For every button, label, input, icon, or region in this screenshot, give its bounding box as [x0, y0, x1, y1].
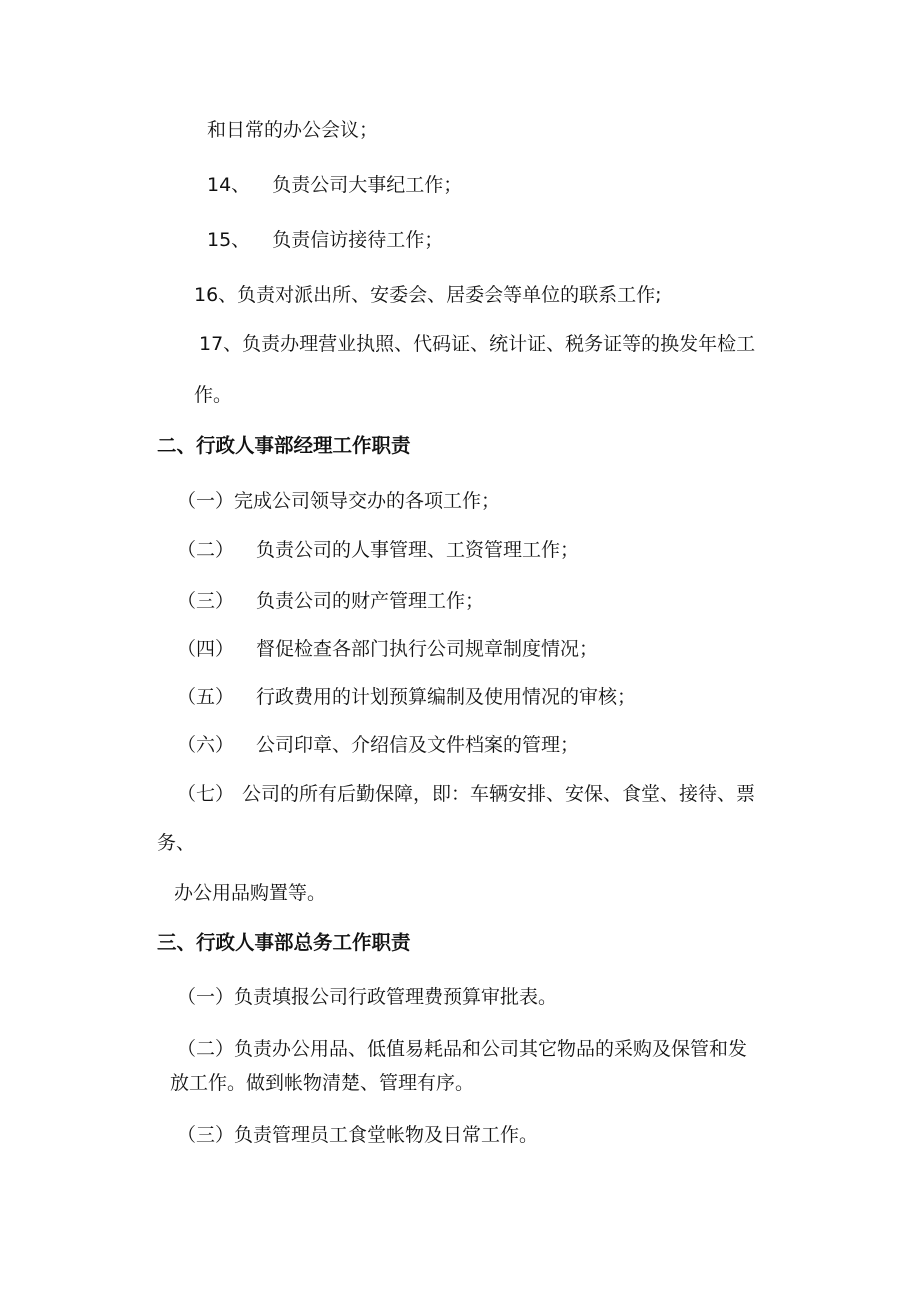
item-number: 15、 — [207, 229, 251, 251]
item-text: 公司的所有后勤保障，即：车辆安排、安保、食堂、接待、票 — [242, 783, 756, 805]
duty-item-7-continuation: 务、 — [157, 832, 196, 854]
list-item-16: 16、负责对派出所、安委会、居委会等单位的联系工作; — [194, 284, 662, 306]
item-number: （七） — [177, 783, 235, 805]
item-number: 14、 — [207, 174, 251, 196]
item-number: （三） — [177, 590, 235, 612]
duty-item-4 — [177, 637, 598, 661]
item-number: （四） — [177, 638, 235, 660]
item-text: 督促检查各部门执行公司规章制度情况； — [256, 638, 599, 660]
item-number: （一） — [177, 490, 235, 512]
duty-item-7 — [177, 782, 755, 806]
general-duty-item-3: （三）负责管理员工食堂帐物及日常工作。 — [177, 1124, 539, 1146]
item-number: （六） — [177, 734, 235, 756]
section-heading-3: 三、行政人事部总务工作职责 — [157, 931, 411, 954]
item-text: 行政费用的计划预算编制及使用情况的审核； — [256, 686, 637, 708]
duty-item-7-continuation-2: 办公用品购置等。 — [174, 882, 327, 904]
general-duty-item-1: （一）负责填报公司行政管理费预算审批表。 — [177, 986, 558, 1008]
item-text: 完成公司领导交办的各项工作； — [234, 490, 501, 512]
general-duty-item-2: （二）负责办公用品、低值易耗品和公司其它物品的采购及保管和发 — [177, 1038, 748, 1060]
item-text: 负责公司的财产管理工作； — [256, 590, 485, 612]
duty-item-2 — [177, 538, 579, 562]
item-number: （五） — [177, 686, 235, 708]
item-text: 负责信访接待工作； — [272, 229, 444, 251]
item-text: 负责公司大事纪工作； — [272, 174, 463, 196]
general-duty-item-2-continuation: 放工作。做到帐物清楚、管理有序。 — [170, 1072, 475, 1094]
item-text: 公司印章、介绍信及文件档案的管理； — [256, 734, 580, 756]
duty-item-5 — [177, 685, 636, 709]
duty-item-6 — [177, 733, 579, 757]
list-item-17: 17、负责办理营业执照、代码证、统计证、税务证等的换发年检工 — [199, 333, 756, 355]
list-item-17-continuation: 作。 — [194, 384, 233, 406]
section-heading-2: 二、行政人事部经理工作职责 — [157, 434, 411, 457]
line-continuation: 和日常的办公会议； — [207, 119, 379, 141]
duty-item-1 — [177, 489, 500, 513]
item-number: （二） — [177, 539, 235, 561]
item-text: 负责公司的人事管理、工资管理工作； — [256, 539, 580, 561]
duty-item-3 — [177, 589, 484, 613]
list-item-15 — [207, 228, 443, 252]
list-item-14 — [207, 173, 462, 197]
